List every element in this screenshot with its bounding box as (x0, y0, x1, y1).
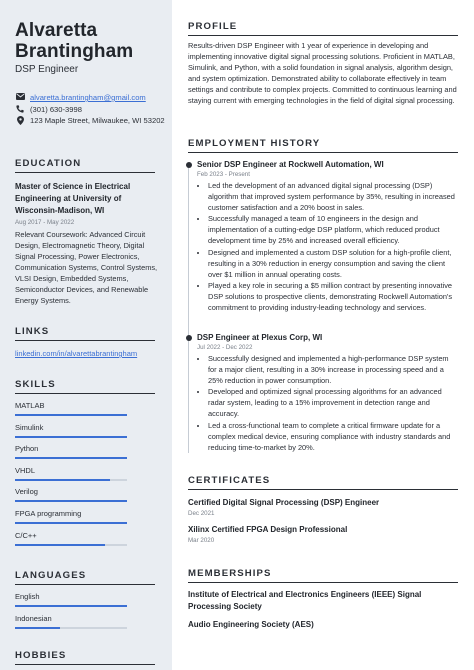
memberships-divider (188, 582, 458, 583)
skill-level-bar (15, 544, 127, 546)
job-dates: Feb 2023 - Present (197, 171, 250, 178)
contact-address-row (15, 115, 165, 126)
first-name: Alvaretta (15, 20, 98, 41)
linkedin-link[interactable]: linkedin.com/in/alvarettabrantingham (15, 349, 138, 358)
certificate-date: Mar 2020 (188, 536, 215, 544)
contact-email-row (15, 92, 165, 103)
job-bullet: • Led the development of an advanced digital signal processing (DSP) algorithm that improved system performance by 35%, resulting in increased customer satisfaction and a 20% boost in sales. (208, 180, 459, 213)
links-divider (15, 340, 155, 341)
language-level-fill (15, 627, 60, 629)
language-label: English (15, 592, 40, 601)
language-item (15, 614, 127, 623)
education-degree: Master of Science in Electrical Engineering at University of Wisconsin-Madison, WI (15, 182, 131, 215)
skill-level-bar (15, 479, 127, 481)
skill-level-fill (15, 479, 110, 481)
skill-level-bar (15, 414, 127, 416)
job-bullets (197, 353, 459, 453)
phone-icon (15, 104, 25, 113)
job-bullet: • Led a cross-functional team to complete a critical firmware update for a complex medical device, ensuring compliance with industry standards and reducing time-to-market by 20%. (208, 420, 459, 453)
phone-number: (301) 630-3998 (30, 104, 82, 114)
skill-item (15, 466, 127, 475)
skill-label: MATLAB (15, 401, 45, 410)
language-level-bar (15, 627, 127, 629)
candidate-name (15, 20, 133, 62)
profile-heading: PROFILE (188, 21, 238, 32)
timeline-dot (186, 335, 192, 341)
employment-divider (188, 152, 458, 153)
skill-level-bar (15, 436, 127, 438)
location-pin-icon (15, 115, 25, 125)
skill-level-bar (15, 457, 127, 459)
contact-phone-row (15, 104, 165, 115)
education-dates: Aug 2017 - May 2022 (15, 219, 75, 226)
skill-level-fill (15, 436, 127, 438)
membership-title: Institute of Electrical and Electronics Engineers (IEEE) Signal Processing Society (188, 590, 422, 611)
education-divider (15, 172, 155, 173)
job-title: DSP Engineer at Plexus Corp, WI (197, 333, 323, 342)
timeline-dot (186, 162, 192, 168)
certificate-title: Xilinx Certified FPGA Design Professional (188, 525, 348, 534)
certificate-item (188, 497, 458, 517)
skill-item (15, 509, 127, 518)
profile-summary: Results-driven DSP Engineer with 1 year of experience in developing and implementing innovative digital signal processing solutions. Proficient in MATLAB, Simulink, and Python, with a solid foundation in signal analysis, algorithm design, and system optimization. Demonstrated ability to collaborate effectively in team settings and contribute to complex projects. Committed to continuous learning and staying current with emerging technologies in the field of digital signal processing. (188, 41, 457, 106)
skill-level-bar (15, 500, 127, 502)
skill-label: C/C++ (15, 530, 37, 540)
skill-level-fill (15, 522, 127, 524)
job-entry (197, 160, 459, 313)
membership-title: Audio Engineering Society (AES) (188, 620, 314, 629)
job-bullet: • Played a key role in securing a $5 million contract by presenting innovative DSP solutions to prospective clients, demonstrating Rockwell Automation's commitment to providing industry-leading technology and services. (208, 280, 459, 313)
contact-details (15, 92, 165, 127)
skill-label: Verilog (15, 487, 38, 497)
job-bullet: • Successfully designed and implemented a high-performance DSP system for a major client, resulting in a 30% increase in processing speed and a 25% reduction in power consumption. (208, 353, 459, 386)
email-icon (15, 92, 25, 100)
job-title: Senior DSP Engineer at Rockwell Automation, WI (197, 160, 384, 169)
certificates-heading: CERTIFICATES (188, 475, 271, 486)
skill-level-fill (15, 500, 127, 502)
skill-level-fill (15, 544, 105, 546)
skill-label: Python (15, 444, 39, 454)
certificates-divider (188, 489, 458, 490)
job-bullet: • Successfully managed a team of 10 engineers in the design and implementation of a cutting-edge DSP platform, which reduced product development time by 25% and increased overall efficiency. (208, 213, 459, 246)
last-name: Brantingham (15, 41, 134, 62)
skill-label: VHDL (15, 465, 36, 475)
job-entry (197, 333, 459, 453)
skill-label: Simulink (15, 422, 44, 432)
job-title: DSP Engineer (15, 64, 79, 75)
languages-heading: LANGUAGES (15, 570, 87, 581)
skill-level-fill (15, 414, 127, 416)
job-bullet: • Developed and optimized signal processing algorithms for an advanced radar system, leading to a 15% improvement in detection range and accuracy. (208, 386, 459, 419)
memberships-heading: MEMBERSHIPS (188, 568, 272, 579)
skill-item (15, 401, 127, 410)
hobbies-heading: HOBBIES (15, 650, 67, 661)
skill-item (15, 423, 127, 432)
skill-label: FPGA programming (15, 509, 82, 518)
language-level-bar (15, 605, 127, 607)
certificate-date: Dec 2021 (188, 509, 215, 517)
job-dates: Jul 2022 - Dec 2022 (197, 344, 253, 351)
skills-divider (15, 393, 155, 394)
skill-item (15, 444, 127, 453)
timeline-line (188, 163, 189, 453)
education-heading: EDUCATION (15, 158, 82, 169)
job-bullet: • Designed and implemented a custom DSP solution for a high-profile client, resulting in a 30% reduction in energy consumption and saving the client over $1 million in annual operating costs. (208, 247, 459, 280)
skills-heading: SKILLS (15, 379, 56, 390)
employment-heading: EMPLOYMENT HISTORY (188, 138, 321, 149)
links-heading: LINKS (15, 326, 50, 337)
skill-item (15, 487, 127, 496)
language-level-fill (15, 605, 127, 607)
certificate-item (188, 524, 458, 544)
hobbies-divider (15, 664, 155, 665)
language-label: Indonesian (15, 613, 52, 623)
education-coursework: Relevant Coursework: Advanced Circuit Design, Electromagnetic Theory, Digital Signal Processing, Power Electronics, Communication Systems, Control Systems, VLSI Design, Embedded Systems, Semiconductor Devices, and Renewable Energy Systems. (15, 230, 158, 305)
certificate-title: Certified Digital Signal Processing (DSP) Engineer (188, 498, 380, 507)
profile-divider (188, 35, 458, 36)
email-link[interactable]: alvaretta.brantingham@gmail.com (30, 93, 146, 102)
education-entry (15, 181, 163, 306)
language-item (15, 592, 127, 601)
skill-level-bar (15, 522, 127, 524)
address: 123 Maple Street, Milwaukee, WI 53202 (30, 116, 165, 125)
skill-item (15, 531, 127, 540)
job-bullets (197, 180, 459, 313)
languages-divider (15, 584, 155, 585)
skill-level-fill (15, 457, 127, 459)
membership-item (188, 619, 458, 631)
membership-item (188, 589, 458, 612)
